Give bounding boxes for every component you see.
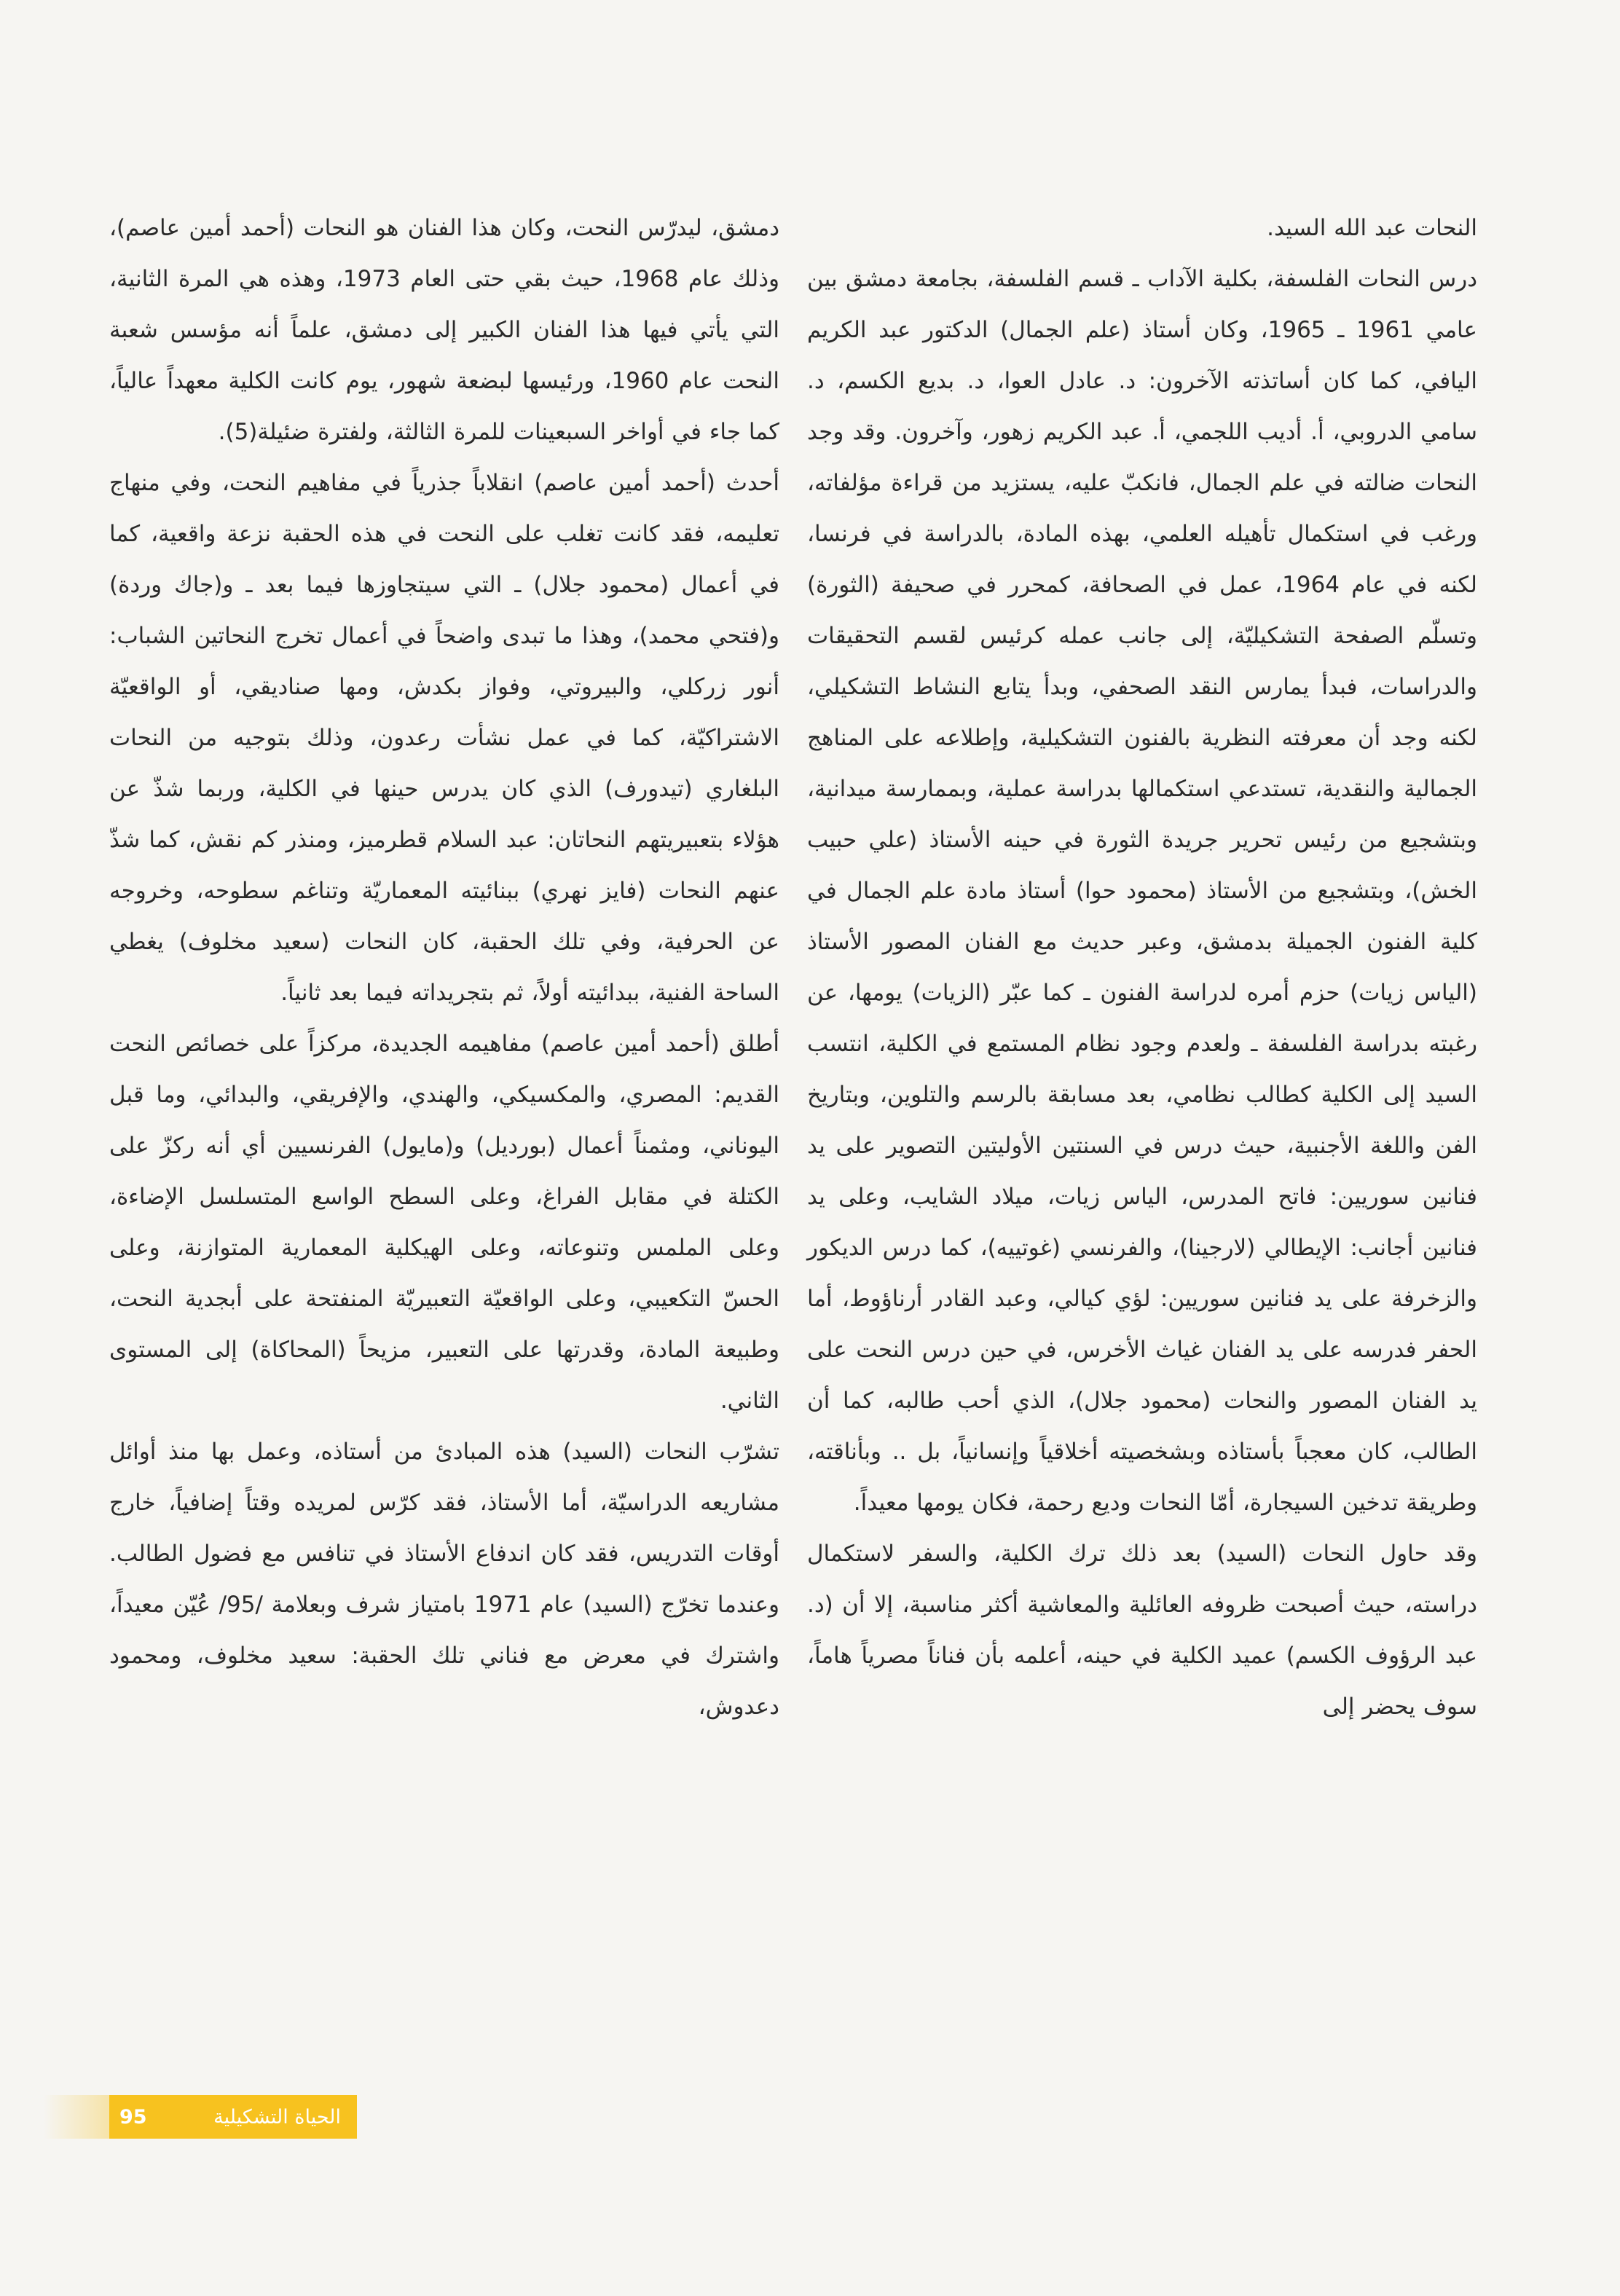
- right-column: [807, 203, 1477, 1732]
- magazine-name: الحياة التشكيلية: [213, 2105, 341, 2128]
- left-column: [109, 203, 779, 1732]
- paragraph: أحدث (أحمد أمين عاصم) انقلاباً جذرياً في مفاهيم النحت، وفي منهاج تعليمه، فقد كانت تغلب على النحت في هذه الحقبة نزعة واقعية، كما في أعمال (محمود جلال) ـ التي سيتجاوزها فيما بعد ـ و(جاك وردة) و(فتحي محمد)، وهذا ما تبدى واضحاً في أعمال تخرج النحاتين الشباب: أنور زركلي، والبيروتي، وفواز بكدش، ومها صناديقي، أو الواقعيّة الاشتراكيّة، كما في عمل نشأت رعدون، وذلك بتوجيه من النحات البلغاري (تيدورف) الذي كان يدرس حينها في الكلية، وربما شذّ عن هؤلاء بتعبيريتهم النحاتان: عبد السلام قطرميز، ومنذر كم نقش، كما شذّ عنهم النحات (فايز نهري) ببنائيته المعماريّة وتناغم سطوحه، وخروجه عن الحرفية، وفي تلك الحقبة، كان النحات (سعيد مخلوف) يغطي الساحة الفنية، ببدائيته أولاً، ثم بتجريداته فيما بعد ثانياً.: [109, 470, 779, 1006]
- paragraph: وقد حاول النحات (السيد) بعد ذلك ترك الكلية، والسفر لاستكمال دراسته، حيث أصبحت ظروفه العائلية والمعاشية أكثر مناسبة، إلا أن (د. عبد الرؤوف الكسم) عميد الكلية في حينه، أعلمه بأن فناناً مصرياً هاماً، سوف يحضر إلى: [807, 1541, 1477, 1720]
- page-number: 95: [119, 2105, 147, 2128]
- page-footer: [109, 2095, 357, 2139]
- paragraph: أطلق (أحمد أمين عاصم) مفاهيمه الجديدة، مركزاً على خصائص النحت القديم: المصري، والمكسيكي، والهندي، والإفريقي، والبدائي، وما قبل اليوناني، ومثمناً أعمال (بورديل) و(مايول) الفرنسيين أي أنه ركزّ على الكتلة في مقابل الفراغ، وعلى السطح الواسع المتسلسل الإضاءة، وعلى الملمس وتنوعاته، وعلى الهيكلية المعمارية المتوازنة، وعلى الحسّ التكعيبي، وعلى الواقعيّة التعبيريّة المنفتحة على أبجدية النحت، وطبيعة المادة، وقدرتها على التعبير، مزيحاً (المحاكاة) إلى المستوى الثاني.: [109, 1031, 779, 1414]
- paragraph: تشرّب النحات (السيد) هذه المبادئ من أستاذه، وعمل بها منذ أوائل مشاريعه الدراسيّة، أما الأستاذ، فقد كرّس لمريده وقتاً إضافياً، خارج أوقات التدريس، فقد كان اندفاع الأستاذ في تنافس مع فضول الطالب. وعندما تخرّج (السيد) عام 1971 بامتياز شرف وبعلامة /95/ عُيّن معيداً، واشترك في معرض مع فناني تلك الحقبة: سعيد مخلوف، ومحمود دعدوش،: [109, 1439, 779, 1720]
- paragraph: النحات عبد الله السيد.: [1267, 215, 1477, 241]
- paragraph: دمشق، ليدرّس النحت، وكان هذا الفنان هو النحات (أحمد أمين عاصم)، وذلك عام 1968، حيث بقي حتى العام 1973، وهذه هي المرة الثانية، التي يأتي فيها هذا الفنان الكبير إلى دمشق، علماً أنه مؤسس شعبة النحت عام 1960، ورئيسها لبضعة شهور، يوم كانت الكلية معهداً عالياً، كما جاء في أواخر السبعينات للمرة الثالثة، ولفترة ضئيلة(5).: [109, 215, 779, 445]
- footer-fade-decoration: [44, 2095, 109, 2139]
- paragraph: درس النحات الفلسفة، بكلية الآداب ـ قسم الفلسفة، بجامعة دمشق بين عامي 1961 ـ 1965، وكان أستاذ (علم الجمال) الدكتور عبد الكريم اليافي، كما كان أساتذته الآخرون: د. عادل العوا، د. بديع الكسم، د. سامي الدروبي، أ. أديب اللجمي، أ. عبد الكريم زهور، وآخرون. وقد وجد النحات ضالته في علم الجمال، فانكبّ عليه، يستزيد من قراءة مؤلفاته، ورغب في استكمال تأهيله العلمي، بهذه المادة، بالدراسة في فرنسا، لكنه في عام 1964، عمل في الصحافة، كمحرر في صحيفة (الثورة) وتسلّم الصفحة التشكيليّة، إلى جانب عمله كرئيس لقسم التحقيقات والدراسات، فبدأ يمارس النقد الصحفي، وبدأ يتابع النشاط التشكيلي، لكنه وجد أن معرفته النظرية بالفنون التشكيلية، وإطلاعه على المناهج الجمالية والنقدية، تستدعي استكمالها بدراسة عملية، وبممارسة ميدانية، وبتشجيع من رئيس تحرير جريدة الثورة في حينه الأستاذ (علي حبيب الخش)، وبتشجيع من الأستاذ (محمود حوا) أستاذ مادة علم الجمال في كلية الفنون الجميلة بدمشق، وعبر حديث مع الفنان المصور الأستاذ (الياس زيات) حزم أمره لدراسة الفنون ـ كما عبّر (الزيات) يومها، عن رغبته بدراسة الفلسفة ـ ولعدم وجود نظام المستمع في الكلية، انتسب السيد إلى الكلية كطالب نظامي، بعد مسابقة بالرسم والتلوين، وبتاريخ الفن واللغة الأجنبية، حيث درس في السنتين الأوليتين التصوير على يد فنانين سوريين: فاتح المدرس، الياس زيات، ميلاد الشايب، وعلى يد فنانين أجانب: الإيطالي (لارجينا)، والفرنسي (غوتييه)، كما درس الديكور والزخرفة على يد فنانين سوريين: لؤي كيالي، وعبد القادر أرناؤوط، أما الحفر فدرسه على يد الفنان غياث الأخرس، في حين درس النحت على يد الفنان المصور والنحات (محمود جلال)، الذي أحب طالبه، كما أن الطالب، كان معجباً بأستاذه وبشخصيته أخلاقياً وإنسانياً، بل .. وبأناقته، وطريقة تدخين السيجارة، أمّا النحات وديع رحمة، فكان يومها معيداً.: [807, 266, 1477, 1516]
